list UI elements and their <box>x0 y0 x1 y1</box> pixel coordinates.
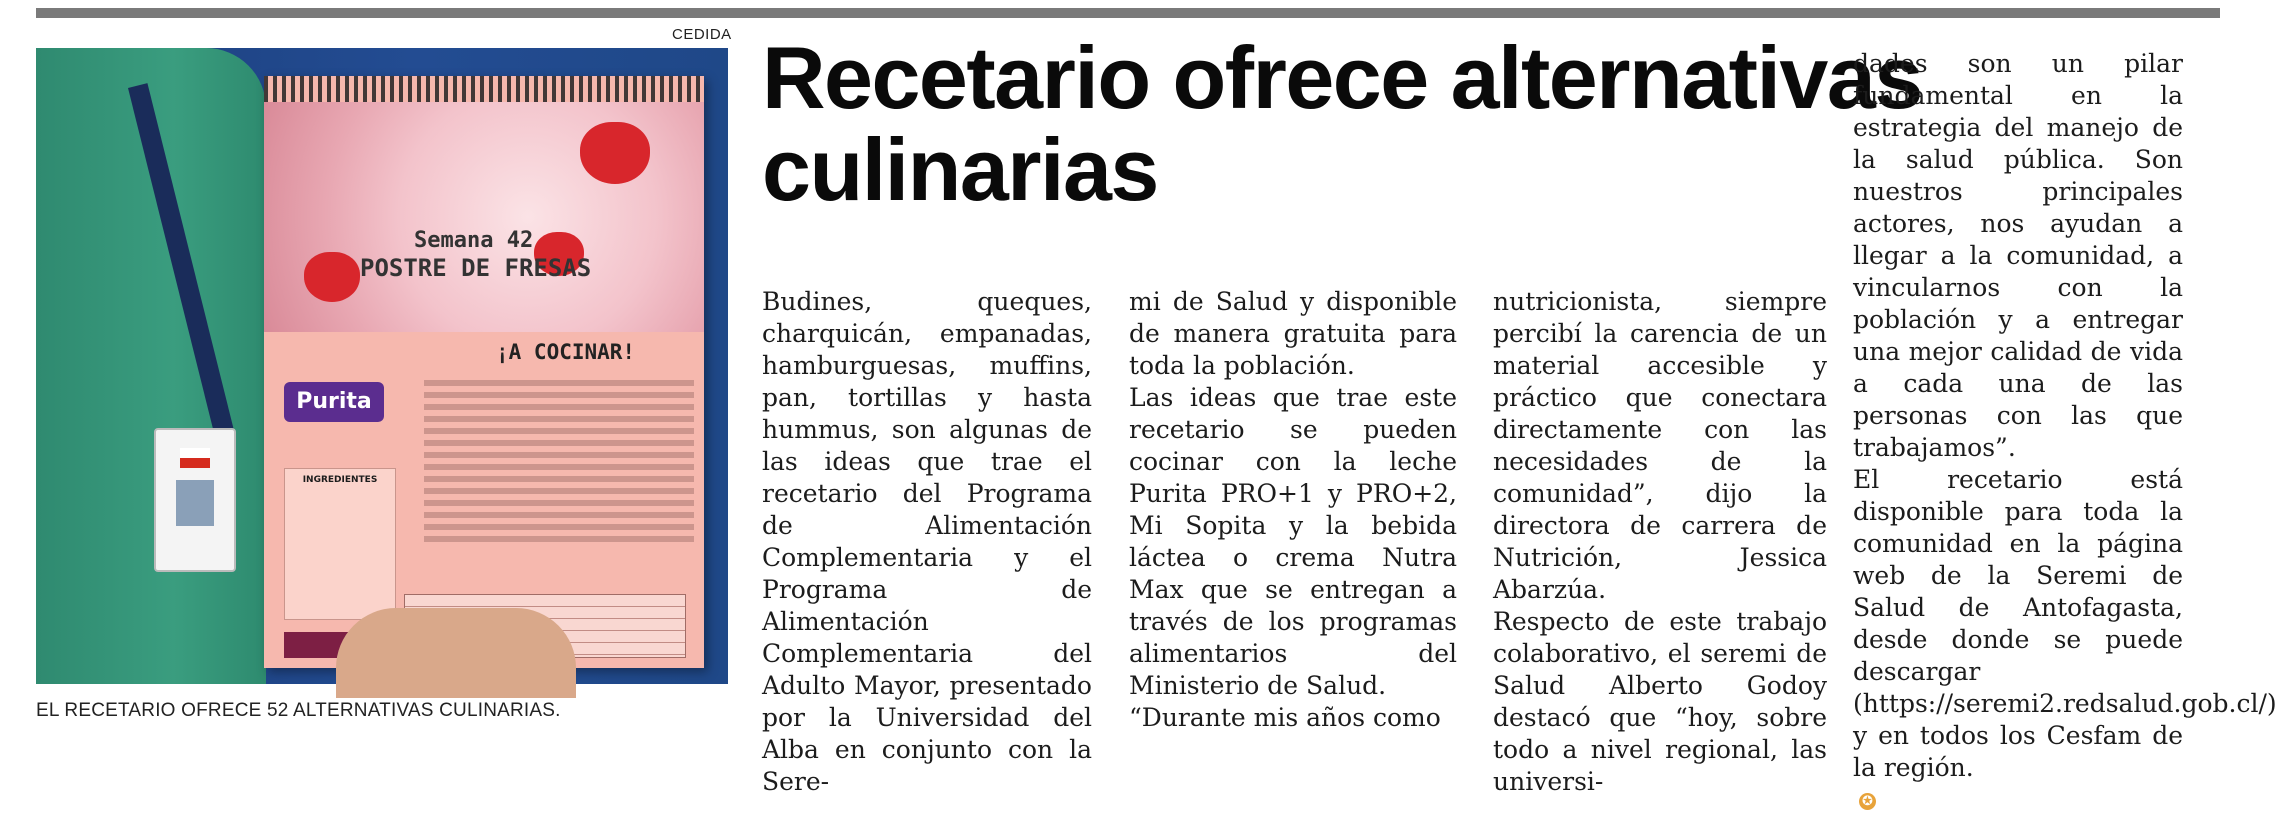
book-week-label: Semana 42 <box>414 228 534 253</box>
id-badge <box>154 428 236 572</box>
step-line <box>424 452 694 458</box>
step-line <box>424 392 694 398</box>
book-spiral <box>264 76 704 102</box>
step-line <box>424 440 694 446</box>
column-text: Budines, queques, charquicán, empanadas, hamburguesas, muffins, pan, tortillas y hasta hummus, son algunas de las ideas que trae el recetario del Programa de Alimentación Complementaria y el Programa de Alimentación Complementaria del Adulto Mayor, presentado por la Universidad del Alba en conjunto con la Sere- <box>762 287 1092 796</box>
ingredients-box <box>284 468 396 620</box>
purita-logo: Purita <box>284 382 384 422</box>
article-column-3 <box>1493 286 1827 798</box>
ingredients-heading: INGREDIENTES <box>302 475 378 485</box>
book-section-heading: ¡A COCINAR! <box>496 340 636 364</box>
end-of-article-icon: ✪ <box>1859 793 1876 810</box>
flag-icon <box>180 448 210 468</box>
strawberry-icon <box>580 122 650 184</box>
strawberry-icon <box>304 252 360 302</box>
column-text: nutricionista, siempre percibí la carencia de un material accesible y práctico que conectara directamente con las necesidades de la comunidad”, dijo la directora de carrera de Nutrición, Jessica Abarzúa. Respecto de este trabajo colaborativo, el seremi de Salud Alberto Godoy destacó que “hoy, sobre todo a nivel regional, las universi- <box>1493 287 1827 796</box>
photo-credit: CEDIDA <box>672 26 732 43</box>
photo-caption: EL RECETARIO OFRECE 52 ALTERNATIVAS CULINARIAS. <box>36 700 561 721</box>
step-line <box>424 488 694 494</box>
step-line <box>424 476 694 482</box>
step-line <box>424 524 694 530</box>
column-text: mi de Salud y disponible de manera gratuita para toda la población. Las ideas que trae este recetario se pueden cocinar con la leche Purita PRO+1 y PRO+2, Mi Sopita y la bebida láctea o crema Nutra Max que se entregan a través de los programas alimentarios del Ministerio de Salud. “Durante mis años como <box>1129 287 1457 732</box>
article-column-1 <box>762 286 1092 798</box>
article-column-2 <box>1129 286 1457 734</box>
book-dessert-photo <box>264 102 704 332</box>
step-line <box>424 464 694 470</box>
column-text: dades son un pilar fundamental en la estrategia del manejo de la salud pública. Son nuestros principales actores, nos ayudan a llegar a la comunidad, a vincularnos con la población y a entregar una mejor calidad de vida a cada una de las personas con las que trabajamos”. El recetario está disponible para toda la comunidad en la página web de la Seremi de Salud de Antofagasta, desde donde se puede descargar (https://seremi2.redsalud.gob.cl/) y en todos los Cesfam de la región. <box>1853 49 2277 782</box>
top-rule <box>36 8 2220 18</box>
article-headline: Recetario ofrece alternativas culinarias <box>762 28 1922 219</box>
article-column-4 <box>1853 48 2277 816</box>
step-line <box>424 428 694 434</box>
recipe-steps <box>424 374 694 548</box>
step-line <box>424 512 694 518</box>
step-line <box>424 404 694 410</box>
hand <box>336 608 576 698</box>
step-line <box>424 416 694 422</box>
book-recipe-title: POSTRE DE FRESAS <box>360 254 592 282</box>
step-line <box>424 536 694 542</box>
badge-photo <box>176 480 214 526</box>
recipe-book <box>264 76 704 668</box>
article-photo <box>36 48 728 684</box>
step-line <box>424 500 694 506</box>
step-line <box>424 380 694 386</box>
